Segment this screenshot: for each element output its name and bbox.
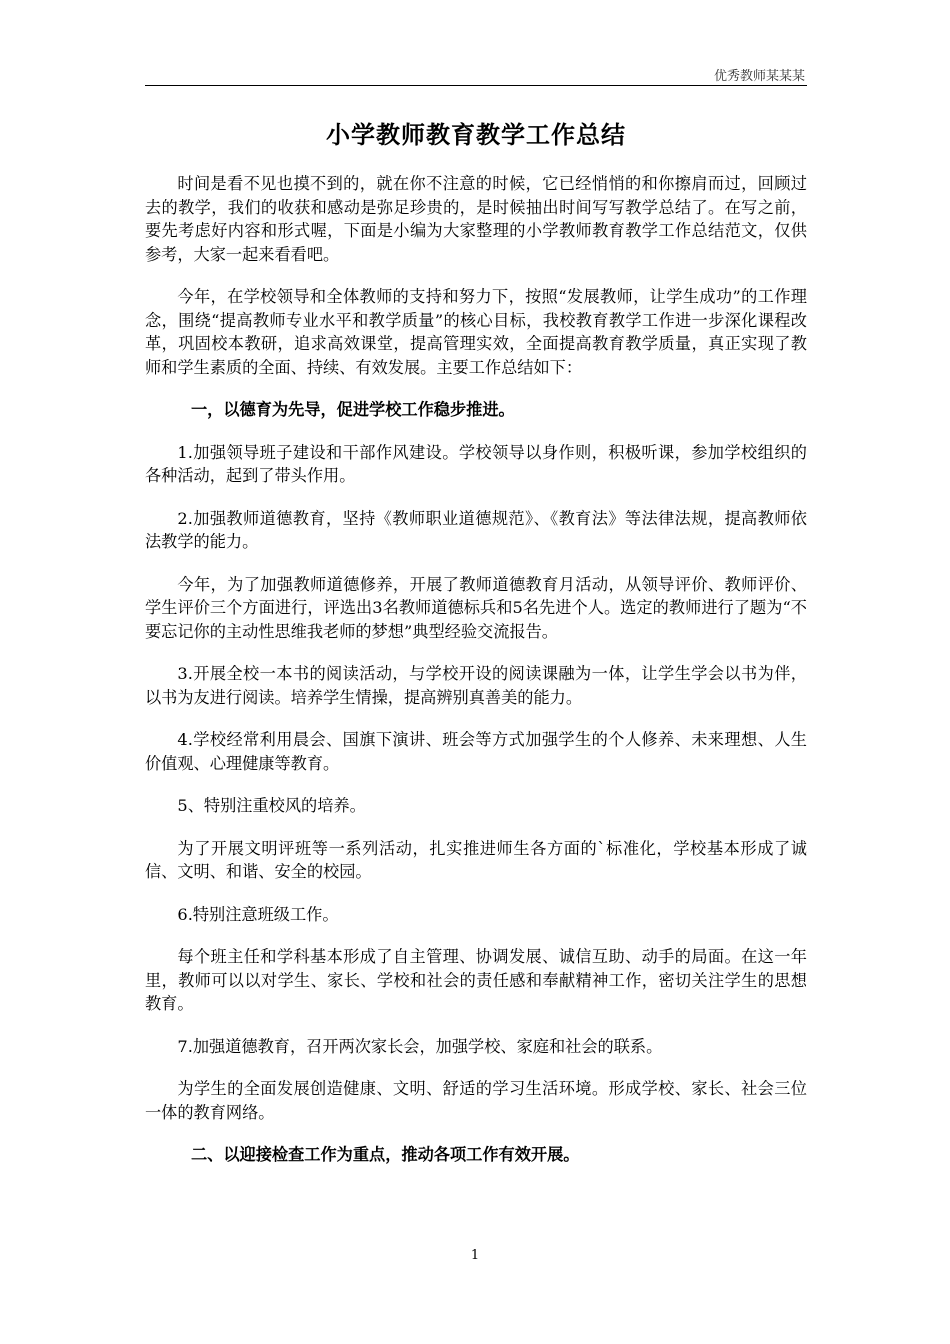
body-paragraph: 5、特别注重校风的培养。 bbox=[177, 796, 366, 815]
body-paragraph: 每个班主任和学科基本形成了自主管理、协调发展、诚信互助、动手的局面。在这一年里，教师可以以对学生、家长、学校和社会的责任感和奉献精神工作，密切关注学生的思想教育。 bbox=[145, 947, 807, 1013]
page-number: 1 bbox=[470, 1248, 480, 1263]
body-paragraph: 为了开展文明评班等一系列活动，扎实推进师生各方面的`标准化，学校基本形成了诚信、文明、和谐、安全的校园。 bbox=[145, 838, 807, 881]
page-header-text: 优秀教师某某某 bbox=[713, 69, 805, 84]
document-body bbox=[145, 118, 807, 1186]
body-paragraph: 6.特别注意班级工作。 bbox=[177, 904, 339, 924]
body-paragraph: 7.加强道德教育，召开两次家长会，加强学校、家庭和社会的联系。 bbox=[177, 1036, 663, 1056]
document-title: 小学教师教育教学工作总结 bbox=[326, 120, 626, 149]
intro-paragraph: 时间是看不见也摸不到的，就在你不注意的时候，它已经悄悄的和你擦肩而过，回顾过去的教学，我们的收获和感动是弥足珍贵的，是时候抽出时间写写教学总结了。在写之前，要先考虑好内容和形式喔，下面是小编为大家整理的小学教师教育教学工作总结范文，仅供参考，大家一起来看看吧。 bbox=[145, 174, 807, 264]
body-paragraph: 1.加强领导班子建设和干部作风建设。学校领导以身作则，积极听课，参加学校组织的各种活动，起到了带头作用。 bbox=[145, 442, 807, 485]
body-paragraph: 为学生的全面发展创造健康、文明、舒适的学习生活环境。形成学校、家长、社会三位一体的教育网络。 bbox=[145, 1079, 807, 1122]
body-paragraph: 4.学校经常利用晨会、国旗下演讲、班会等方式加强学生的个人修养、未来理想、人生价值观、心理健康等教育。 bbox=[145, 730, 807, 773]
section-heading-2: 二、以迎接检查工作为重点，推动各项工作有效开展。 bbox=[191, 1145, 580, 1164]
overview-paragraph: 今年，在学校领导和全体教师的支持和努力下，按照“发展教师，让学生成功”的工作理念，围绕“提高教师专业水平和教学质量”的核心目标，我校教育教学工作进一步深化课程改革，巩固校本教研，追求高效课堂，提高管理实效，全面提高教育教学质量，真正实现了教师和学生素质的全面、持续、有效发展。主要工作总结如下： bbox=[145, 287, 807, 377]
body-paragraph: 今年，为了加强教师道德修养，开展了教师道德教育月活动，从领导评价、教师评价、学生评价三个方面进行，评选出3名教师道德标兵和5名先进个人。选定的教师进行了题为“不要忘记你的主动性思维我老师的梦想”典型经验交流报告。 bbox=[145, 574, 807, 641]
body-paragraph: 3.开展全校一本书的阅读活动，与学校开设的阅读课融为一体，让学生学会以书为伴，以书为友进行阅读。培养学生情操，提高辨别真善美的能力。 bbox=[145, 664, 807, 707]
body-paragraph: 2.加强教师道德教育，坚持《教师职业道德规范》、《教育法》等法律法规，提高教师依法教学的能力。 bbox=[145, 508, 807, 551]
section-heading-1: 一，以德育为先导，促进学校工作稳步推进。 bbox=[191, 400, 515, 419]
header-divider bbox=[145, 85, 807, 86]
